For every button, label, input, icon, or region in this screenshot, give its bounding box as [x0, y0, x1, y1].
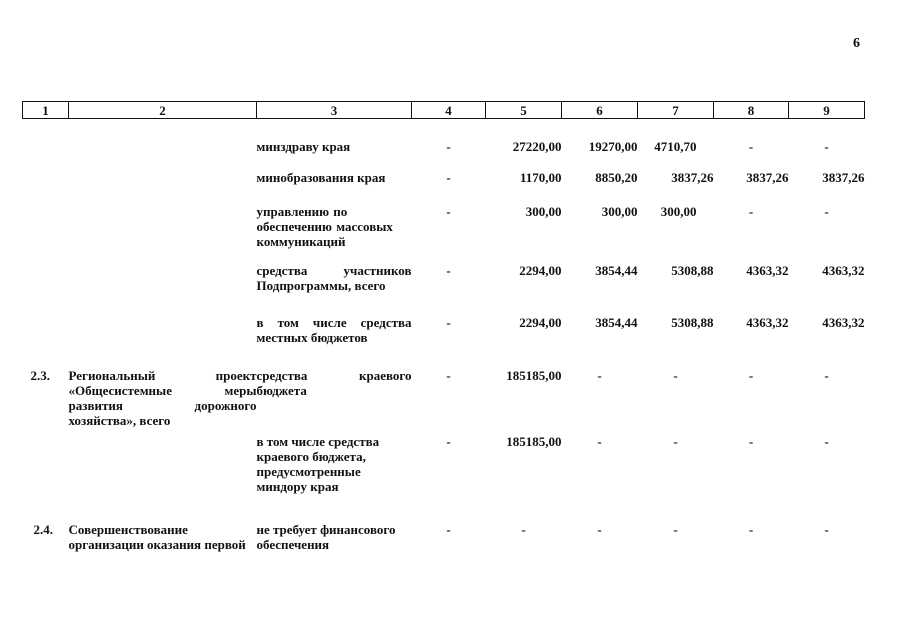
header-row	[23, 102, 865, 119]
cell-col8: 3837,26	[746, 169, 789, 185]
row-number	[23, 307, 69, 361]
item-name	[69, 434, 257, 522]
table-row	[23, 434, 865, 522]
cell-col5: -	[521, 521, 526, 537]
cell-col8: -	[748, 433, 754, 449]
cell-col7: 4710,70	[654, 139, 697, 154]
cell-col5: 185185,00	[506, 367, 562, 383]
cell-col8: -	[748, 367, 754, 383]
cell-col8: 4363,32	[746, 314, 789, 330]
table-row	[23, 255, 865, 307]
cell-col7: 3837,26	[671, 169, 714, 185]
column-header: 9	[789, 102, 865, 119]
cell-col4: -	[446, 433, 451, 449]
cell-col5: 27220,00	[512, 139, 562, 154]
cell-col9: -	[824, 367, 829, 383]
cell-col6: 3854,44	[595, 314, 638, 330]
column-header: 4	[412, 102, 486, 119]
cell-col5: 300,00	[525, 203, 562, 219]
column-header: 2	[69, 102, 257, 119]
column-header: 1	[23, 102, 69, 119]
cell-col9: 4363,32	[822, 314, 865, 330]
cell-col5: 185185,00	[506, 433, 562, 449]
cell-col7: -	[673, 521, 678, 537]
column-header: 8	[714, 102, 789, 119]
table-row	[23, 119, 865, 157]
cell-col9: 4363,32	[822, 262, 865, 278]
row-number: 2.4.	[33, 521, 53, 537]
column-header: 5	[486, 102, 562, 119]
cell-col7: 5308,88	[671, 314, 714, 330]
cell-col9: -	[824, 203, 829, 219]
cell-col9: -	[824, 433, 829, 449]
row-number	[23, 255, 69, 307]
cell-col7: 5308,88	[671, 262, 714, 278]
cell-col5: 2294,00	[519, 262, 562, 278]
cell-col9: -	[824, 139, 829, 154]
cell-col6: 3854,44	[595, 262, 638, 278]
funding-source: в том числе средства местных бюджетов	[256, 314, 412, 345]
cell-col8: -	[748, 139, 754, 154]
table-row	[23, 361, 865, 434]
cell-col7: -	[673, 433, 678, 449]
cell-col5: 1170,00	[519, 169, 562, 185]
cell-col6: -	[597, 433, 602, 449]
item-name: Региональный проект «Общесистемные меры развития дорожного хозяйства», всего	[68, 367, 257, 428]
cell-col7: 300,00	[660, 203, 697, 219]
table-row	[23, 191, 865, 255]
cell-col4: -	[446, 314, 451, 330]
item-name	[69, 157, 257, 191]
funding-source: управлению по обеспечению массовых коммуникаций	[256, 203, 393, 249]
cell-col6: 8850,20	[595, 169, 638, 185]
cell-col4: -	[446, 521, 451, 537]
funding-source: не требует финансового обеспечения	[256, 521, 396, 552]
item-name	[69, 255, 257, 307]
budget-table	[22, 101, 865, 562]
cell-col9: -	[824, 521, 829, 537]
funding-source: минздраву края	[256, 139, 351, 154]
cell-col9: 3837,26	[822, 169, 865, 185]
item-name	[69, 307, 257, 361]
cell-col4: -	[446, 367, 451, 383]
item-name	[69, 119, 257, 157]
cell-col4: -	[446, 169, 451, 185]
table-row	[23, 307, 865, 361]
item-name	[69, 191, 257, 255]
funding-source: средства участников Подпрограммы, всего	[256, 262, 412, 293]
cell-col6: 300,00	[601, 203, 638, 219]
row-number	[23, 119, 69, 157]
column-header: 7	[638, 102, 714, 119]
row-number	[23, 434, 69, 522]
cell-col7: -	[673, 367, 678, 383]
column-header: 3	[257, 102, 412, 119]
cell-col6: 19270,00	[588, 139, 638, 154]
cell-col4: -	[446, 262, 451, 278]
funding-source: минобразования края	[256, 169, 386, 185]
cell-col6: -	[597, 521, 602, 537]
cell-col8: -	[748, 203, 754, 219]
cell-col8: 4363,32	[746, 262, 789, 278]
row-number: 2.3.	[30, 367, 50, 383]
cell-col4: -	[446, 203, 451, 219]
funding-source: средства краевого бюджета	[256, 367, 412, 398]
cell-col8: -	[748, 521, 754, 537]
row-number	[23, 157, 69, 191]
cell-col5: 2294,00	[519, 314, 562, 330]
table-row	[23, 157, 865, 191]
column-header: 6	[562, 102, 638, 119]
funding-source: в том числе средства краевого бюджета, предусмотренные миндору края	[256, 433, 380, 494]
table-row	[23, 522, 865, 562]
cell-col6: -	[597, 367, 602, 383]
cell-col4: -	[446, 139, 451, 154]
page-number: 6	[853, 36, 860, 51]
row-number	[23, 191, 69, 255]
item-name: Совершенствование организации оказания первой	[68, 521, 246, 552]
